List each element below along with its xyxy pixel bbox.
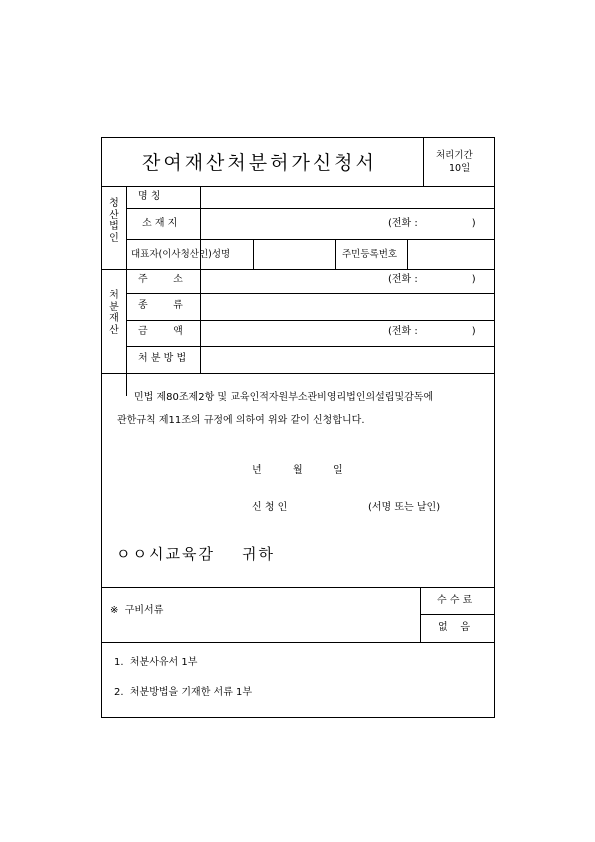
date-year-label: 년 (252, 465, 262, 476)
asset-type-field[interactable] (201, 294, 494, 320)
representative-name-label: 대표자(이사청산인)성명 (131, 249, 231, 260)
application-form (101, 137, 495, 718)
corp-address-label: 소 재 지 (142, 218, 178, 229)
document-item-1: 1. 처분사유서 1부 (114, 657, 198, 668)
corp-name-label: 명 칭 (138, 191, 161, 202)
disposal-method-field[interactable] (201, 347, 494, 372)
applicant-label: 신 청 인 (252, 502, 288, 513)
resident-number-field[interactable] (408, 240, 494, 269)
amount-phone-label: (전화 : ) (388, 326, 476, 337)
document-item-2: 2. 처분방법을 기재한 서류 1부 (114, 687, 253, 698)
processing-period-label: 처리기간 (436, 150, 473, 161)
representative-name-field[interactable] (254, 240, 334, 269)
asset-type-label: 종 류 (138, 300, 183, 311)
statement-line-2: 관한규칙 제11조의 규정에 의하여 위와 같이 신청합니다. (117, 415, 365, 426)
addressee: ㅇㅇ시교육감 귀하 (116, 545, 275, 563)
disposal-asset-side-label: 처 분 재 산 (109, 290, 119, 336)
resident-number-label: 주민등록번호 (342, 249, 398, 260)
asset-phone-label: (전화 : ) (388, 274, 476, 285)
asset-address-label: 주 소 (138, 274, 183, 285)
corp-phone-label: (전화 : ) (388, 218, 476, 229)
corp-name-field[interactable] (201, 187, 494, 208)
required-documents-label: ※ 구비서류 (110, 605, 164, 616)
processing-period-value: 10일 (449, 163, 471, 174)
corp-address-field[interactable] (201, 209, 494, 239)
asset-amount-field[interactable] (201, 321, 494, 346)
asset-amount-label: 금 액 (138, 326, 183, 337)
liquidation-corp-side-label: 청 산 법 인 (109, 198, 119, 244)
date-day-label: 일 (333, 465, 343, 476)
fee-label: 수 수 료 (437, 595, 473, 606)
form-title: 잔여재산처분허가신청서 (142, 152, 377, 174)
date-month-label: 월 (293, 465, 303, 476)
signature-label: (서명 또는 날인) (368, 502, 441, 513)
statement-line-1: 민법 제80조제2항 및 교육인적자원부소관비영리법인의설립및감독에 (134, 392, 434, 403)
fee-value: 없 음 (438, 622, 471, 633)
asset-address-field[interactable] (201, 270, 494, 293)
disposal-method-label: 처 분 방 법 (138, 353, 187, 364)
